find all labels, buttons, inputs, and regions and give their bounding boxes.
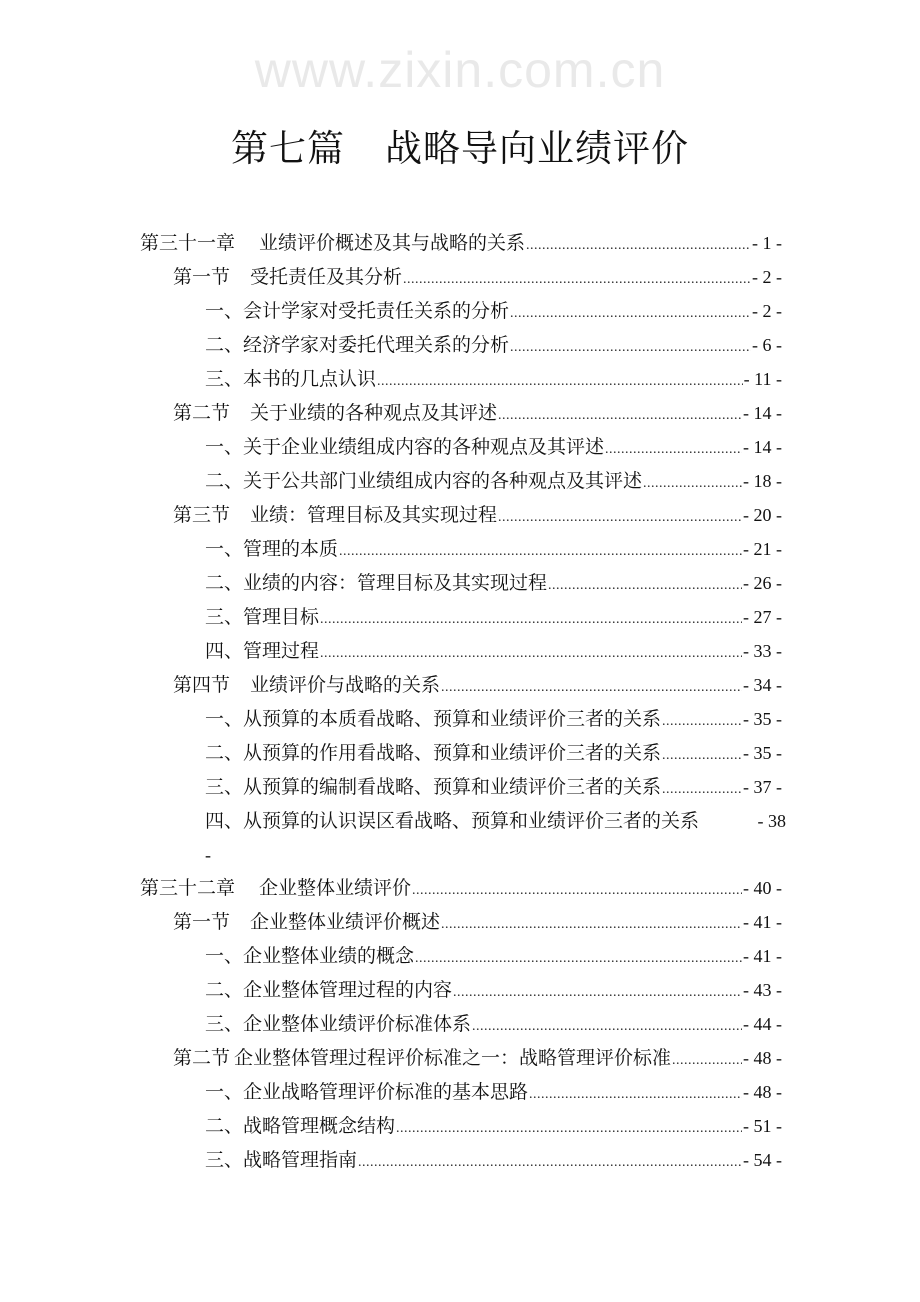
watermark: www.zixin.com.cn	[254, 42, 666, 98]
toc-section[interactable]	[173, 1041, 782, 1075]
dot-leader	[441, 908, 742, 939]
toc-item[interactable]	[205, 702, 782, 736]
page-number-value: 14	[753, 437, 772, 457]
toc-item[interactable]	[205, 973, 782, 1007]
toc-entry-text: 从预算的作用看战略、预算和业绩评价三者的关系	[243, 743, 662, 764]
page-number-value: 27	[753, 607, 772, 627]
toc-entry-title	[140, 227, 525, 260]
dot-leader	[412, 874, 742, 905]
toc-chapter[interactable]	[140, 226, 782, 260]
page-number-value: 51	[753, 1116, 772, 1136]
dot-leader	[358, 1146, 742, 1177]
toc-entry-title	[205, 1144, 357, 1177]
toc-item[interactable]	[205, 770, 782, 804]
page-number-value: 41	[753, 946, 772, 966]
toc-page-number: - 44 -	[743, 1014, 782, 1034]
page-title	[0, 126, 920, 174]
toc-entry-title	[205, 703, 661, 736]
toc-page-number: - 54 -	[743, 1150, 782, 1170]
toc-entry-title	[205, 295, 509, 328]
toc-entry-text: 会计学家对受托责任关系的分析	[243, 301, 510, 322]
toc-page-number: - 33 -	[743, 641, 782, 661]
part-number: 第七篇	[231, 129, 345, 170]
dot-leader	[662, 739, 742, 770]
toc-entry-text: 企业整体管理过程的内容	[243, 980, 453, 1001]
page-number-value: 21	[753, 539, 772, 559]
toc-entry-label: 四、	[205, 641, 244, 662]
toc-item[interactable]	[205, 1007, 782, 1041]
toc-entry-text: 经济学家对委托代理关系的分析	[243, 335, 510, 356]
toc-page-number: - 20 -	[743, 505, 782, 525]
page-number-value: 34	[753, 675, 772, 695]
page-number-value: 26	[753, 573, 772, 593]
toc-entry-label: 一、	[205, 301, 244, 322]
page-number-continuation: -	[205, 845, 211, 865]
toc-entry-title	[205, 737, 661, 770]
dot-leader	[548, 569, 742, 600]
toc-section[interactable]	[173, 260, 782, 294]
toc-entry-label: 二、	[205, 573, 244, 594]
toc-entry-title	[173, 669, 440, 702]
toc-entry-title	[205, 805, 699, 838]
page-number-value: 48	[753, 1082, 772, 1102]
dot-leader	[662, 705, 742, 736]
toc-page-number: - 11 -	[743, 369, 782, 389]
toc-page-number: - 14 -	[743, 437, 782, 457]
toc-entry-title	[205, 1076, 528, 1109]
toc-item[interactable]	[205, 1075, 782, 1109]
toc-item[interactable]	[205, 294, 782, 328]
page-number-value: 44	[753, 1014, 772, 1034]
toc-entry-text: 企业整体业绩评价标准体系	[243, 1014, 472, 1035]
toc-page-number: - 35 -	[743, 743, 782, 763]
toc-entry-text: 战略管理概念结构	[243, 1116, 396, 1137]
toc-entry-label: 第二节	[173, 1048, 231, 1069]
toc-entry-label: 一、	[205, 539, 244, 560]
toc-entry-label: 第一节	[173, 912, 231, 933]
dot-leader	[526, 229, 751, 260]
toc-entry-label: 四、	[205, 811, 244, 832]
toc-entry-text: 战略管理指南	[243, 1150, 358, 1171]
toc-entry-title	[205, 567, 547, 600]
toc-entry-title	[205, 1110, 395, 1143]
page-number-value: 1	[762, 233, 772, 253]
toc-entry-title	[205, 635, 319, 668]
toc-entry-label: 三、	[205, 1014, 244, 1035]
toc-entry-label: 一、	[205, 1082, 244, 1103]
toc-entry-text: 企业整体业绩的概念	[243, 946, 415, 967]
toc-entry-label: 三、	[205, 777, 244, 798]
toc-item[interactable]	[205, 804, 786, 838]
toc-item[interactable]	[205, 1109, 782, 1143]
toc-entry-label: 二、	[205, 471, 244, 492]
page-number-value: 40	[753, 878, 772, 898]
page-number-value: 41	[753, 912, 772, 932]
toc-section[interactable]	[173, 905, 782, 939]
toc-page-number: - 48 -	[743, 1048, 782, 1068]
toc-page-number: - 48 -	[743, 1082, 782, 1102]
page-number-value: 54	[753, 1150, 772, 1170]
toc-entry-label: 第三十一章	[140, 233, 236, 254]
toc-page-number: - 27 -	[743, 607, 782, 627]
dot-leader	[472, 1010, 742, 1041]
dot-leader	[339, 535, 742, 566]
dot-leader	[377, 365, 743, 396]
dot-leader	[605, 433, 742, 464]
toc-page-number: - 2 -	[752, 267, 782, 287]
toc-page-number: - 26 -	[743, 573, 782, 593]
toc-item[interactable]	[205, 362, 782, 396]
toc-chapter[interactable]	[140, 871, 782, 905]
toc-entry-title	[205, 465, 642, 498]
toc-section[interactable]	[173, 668, 782, 702]
dot-leader	[510, 331, 751, 362]
page-number-value: 2	[762, 301, 772, 321]
dot-leader	[415, 942, 742, 973]
toc-entry-text: 关于公共部门业绩组成内容的各种观点及其评述	[243, 471, 643, 492]
toc-entry-title	[173, 906, 440, 939]
dot-leader	[320, 603, 742, 634]
toc-entry-title	[173, 499, 497, 532]
toc-entry-text: 业绩的内容：管理目标及其实现过程	[243, 573, 548, 594]
toc-entry-title	[205, 940, 414, 973]
toc-entry-text: 本书的几点认识	[243, 369, 377, 390]
dot-leader	[498, 501, 742, 532]
dot-leader	[662, 773, 742, 804]
toc-entry-title	[205, 431, 604, 464]
toc-entry-title	[173, 397, 497, 430]
toc-item[interactable]	[205, 328, 782, 362]
dot-leader	[453, 976, 742, 1007]
toc-page-number: - 6 -	[752, 335, 782, 355]
toc-entry-text: 业绩评价概述及其与战略的关系	[259, 233, 526, 254]
dot-leader	[510, 297, 751, 328]
toc-item[interactable]	[205, 634, 782, 668]
toc-entry-title	[173, 1042, 671, 1075]
toc-entry-label: 第三节	[173, 505, 231, 526]
toc-entry-label: 三、	[205, 1150, 244, 1171]
page-number-value: 38	[768, 811, 786, 831]
toc-entry-text: 关于企业业绩组成内容的各种观点及其评述	[243, 437, 605, 458]
toc-page-number: - 21 -	[743, 539, 782, 559]
toc-entry-text: 业绩评价与战略的关系	[250, 675, 441, 696]
toc-entry-text: 受托责任及其分析	[250, 267, 403, 288]
toc-entry-text: 关于业绩的各种观点及其评述	[250, 403, 498, 424]
toc-page-number: - 51 -	[743, 1116, 782, 1136]
page-number-value: 35	[753, 743, 772, 763]
toc-entry-text: 管理的本质	[243, 539, 339, 560]
toc-entry-text: 企业整体管理过程评价标准之一：战略管理评价标准	[234, 1048, 672, 1069]
toc-entry-text: 管理过程	[243, 641, 320, 662]
toc-page-number: - 2 -	[752, 301, 782, 321]
toc-item[interactable]	[205, 566, 782, 600]
toc-entry-label: 一、	[205, 437, 244, 458]
toc-entry-title	[140, 872, 411, 905]
toc-entry-label: 二、	[205, 1116, 244, 1137]
page-number-value: 6	[762, 335, 772, 355]
dot-leader	[643, 467, 742, 498]
toc-page-number: - 38	[757, 811, 786, 831]
toc-page-number: - 41 -	[743, 946, 782, 966]
page-number-value: 2	[762, 267, 772, 287]
dot-leader	[529, 1078, 742, 1109]
toc-entry-text: 从预算的编制看战略、预算和业绩评价三者的关系	[243, 777, 662, 798]
toc-item[interactable]	[205, 532, 782, 566]
toc-page-number: - 40 -	[743, 878, 782, 898]
part-name: 战略导向业绩评价	[385, 129, 689, 170]
toc-entry-label: 三、	[205, 369, 244, 390]
toc-entry-text: 管理目标	[243, 607, 320, 628]
toc-entry-label: 一、	[205, 709, 244, 730]
toc-entry-title	[205, 771, 661, 804]
toc-entry-label: 第二节	[173, 403, 231, 424]
toc-entry-title	[205, 601, 319, 634]
toc-item[interactable]	[205, 736, 782, 770]
toc-page-number: - 18 -	[743, 471, 782, 491]
dot-leader	[498, 399, 742, 430]
toc-entry-label: 第三十二章	[140, 878, 236, 899]
toc-page-number: - 37 -	[743, 777, 782, 797]
toc-entry-title	[205, 1008, 471, 1041]
toc-entry-title	[205, 974, 452, 1007]
dot-leader	[441, 671, 742, 702]
toc-item[interactable]	[205, 464, 782, 498]
toc-entry-label: 三、	[205, 607, 244, 628]
toc-entry-label: 第四节	[173, 675, 231, 696]
toc-entry-title	[205, 533, 338, 566]
toc-item[interactable]	[205, 430, 782, 464]
page-number-value: 11	[754, 369, 772, 389]
dot-leader	[396, 1112, 742, 1143]
toc-entry-text: 企业战略管理评价标准的基本思路	[243, 1082, 529, 1103]
toc-entry-title	[205, 363, 376, 396]
toc-item[interactable]	[205, 939, 782, 973]
toc-entry-label: 一、	[205, 946, 244, 967]
toc-entry-text: 业绩：管理目标及其实现过程	[250, 505, 498, 526]
page-number-value: 33	[753, 641, 772, 661]
toc-entry-label: 二、	[205, 335, 244, 356]
toc-entry-text: 企业整体业绩评价	[259, 878, 412, 899]
dot-leader	[403, 263, 751, 294]
toc-section[interactable]	[173, 396, 782, 430]
toc-entry-label: 第一节	[173, 267, 231, 288]
dot-leader	[672, 1044, 742, 1075]
toc-entry-label: 二、	[205, 743, 244, 764]
toc-entry-label: 二、	[205, 980, 244, 1001]
toc-page-number: - 14 -	[743, 403, 782, 423]
toc-entry-title	[173, 261, 402, 294]
page-number-value: 14	[753, 403, 772, 423]
toc-page-number: - 34 -	[743, 675, 782, 695]
toc-section[interactable]	[173, 498, 782, 532]
toc-entry-text: 企业整体业绩评价概述	[250, 912, 441, 933]
dot-leader	[320, 637, 742, 668]
toc-page-number: - 1 -	[752, 233, 782, 253]
toc-entry-title	[205, 329, 509, 362]
toc-item[interactable]	[205, 1143, 782, 1177]
toc-item[interactable]	[205, 600, 782, 634]
page-number-value: 20	[753, 505, 772, 525]
toc-page-number: - 43 -	[743, 980, 782, 1000]
page-number-value: 43	[753, 980, 772, 1000]
toc-page-number: - 35 -	[743, 709, 782, 729]
page-number-value: 37	[753, 777, 772, 797]
page-number-value: 35	[753, 709, 772, 729]
page-number-value: 18	[753, 471, 772, 491]
toc-entry-text: 从预算的认识误区看战略、预算和业绩评价三者的关系	[243, 811, 700, 832]
toc-page-number: - 41 -	[743, 912, 782, 932]
toc-entry-text: 从预算的本质看战略、预算和业绩评价三者的关系	[243, 709, 662, 730]
page-number-value: 48	[753, 1048, 772, 1068]
